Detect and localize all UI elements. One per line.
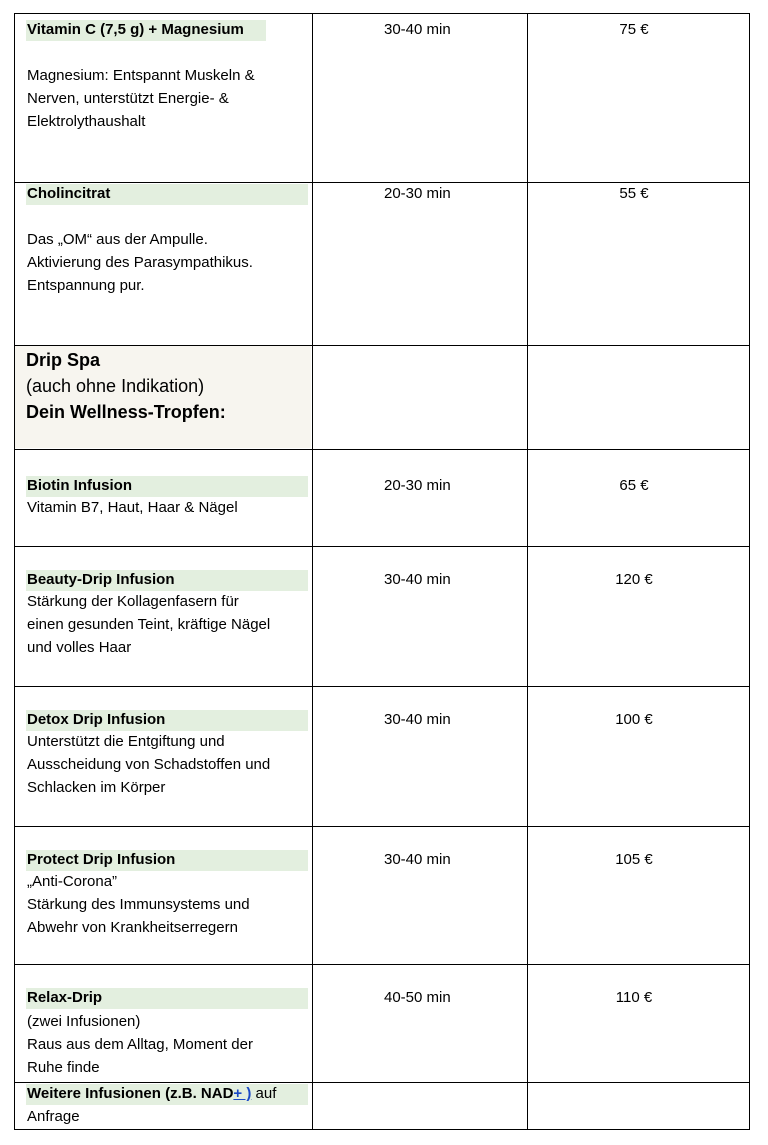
row-price: 55 € bbox=[619, 185, 649, 202]
row-description: Schlacken im Körper bbox=[27, 779, 166, 796]
more-infusions-rest: auf bbox=[251, 1085, 277, 1102]
row-description: (zwei Infusionen) bbox=[27, 1013, 141, 1030]
row-description: Unterstützt die Entgiftung und bbox=[27, 733, 225, 750]
row-description: Abwehr von Krankheitserregern bbox=[27, 919, 238, 936]
row-description: „Anti-Corona” bbox=[27, 873, 118, 890]
row-description: Ruhe finde bbox=[27, 1059, 100, 1076]
column-divider bbox=[527, 13, 528, 1130]
section-heading: Dein Wellness-Tropfen: bbox=[26, 402, 226, 422]
row-title: Relax-Drip bbox=[27, 989, 103, 1006]
row-description: Raus aus dem Alltag, Moment der bbox=[27, 1036, 253, 1053]
section-subtitle: (auch ohne Indikation) bbox=[26, 376, 205, 396]
more-infusions-text bbox=[27, 1083, 276, 1105]
row-duration: 30-40 min bbox=[384, 571, 451, 588]
row-duration: 40-50 min bbox=[384, 989, 451, 1006]
row-title: Detox Drip Infusion bbox=[27, 711, 166, 728]
row-divider bbox=[14, 964, 750, 965]
row-title: Beauty-Drip Infusion bbox=[27, 571, 175, 588]
nad-link[interactable]: + ) bbox=[233, 1085, 252, 1102]
row-price: 75 € bbox=[619, 21, 649, 38]
row-duration: 20-30 min bbox=[384, 477, 451, 494]
section-title: Drip Spa bbox=[26, 350, 101, 370]
row-description: Das „OM“ aus der Ampulle. bbox=[27, 231, 208, 248]
row-price: 65 € bbox=[619, 477, 649, 494]
row-divider bbox=[14, 449, 750, 450]
row-price: 110 € bbox=[615, 989, 653, 1006]
row-duration: 30-40 min bbox=[384, 851, 451, 868]
row-price: 120 € bbox=[615, 571, 653, 588]
row-duration: 30-40 min bbox=[384, 21, 451, 38]
row-title: Cholincitrat bbox=[27, 185, 111, 202]
row-description: Ausscheidung von Schadstoffen und bbox=[27, 756, 271, 773]
row-title: Protect Drip Infusion bbox=[27, 851, 176, 868]
row-description: Stärkung der Kollagenfasern für bbox=[27, 593, 239, 610]
row-title: Vitamin C (7,5 g) + Magnesium bbox=[27, 21, 244, 38]
row-price: 105 € bbox=[615, 851, 653, 868]
row-divider bbox=[14, 686, 750, 687]
more-infusions-line2: Anfrage bbox=[27, 1108, 80, 1125]
row-title: Biotin Infusion bbox=[27, 477, 132, 494]
row-duration: 30-40 min bbox=[384, 711, 451, 728]
row-description: Elektrolythaushalt bbox=[27, 113, 146, 130]
row-description: Entspannung pur. bbox=[27, 277, 145, 294]
row-description: Stärkung des Immunsystems und bbox=[27, 896, 250, 913]
row-duration: 20-30 min bbox=[384, 185, 451, 202]
row-description: und volles Haar bbox=[27, 639, 132, 656]
row-description: Nerven, unterstützt Energie- & bbox=[27, 90, 229, 107]
row-description: Vitamin B7, Haut, Haar & Nägel bbox=[27, 499, 238, 516]
more-infusions-bold: Weitere Infusionen (z.B. NAD bbox=[27, 1085, 234, 1102]
row-description: Aktivierung des Parasympathikus. bbox=[27, 254, 253, 271]
row-divider bbox=[14, 826, 750, 827]
row-price: 100 € bbox=[615, 711, 653, 728]
row-divider bbox=[14, 546, 750, 547]
row-description: einen gesunden Teint, kräftige Nägel bbox=[27, 616, 271, 633]
row-description: Magnesium: Entspannt Muskeln & bbox=[27, 67, 255, 84]
column-divider bbox=[312, 13, 313, 1130]
